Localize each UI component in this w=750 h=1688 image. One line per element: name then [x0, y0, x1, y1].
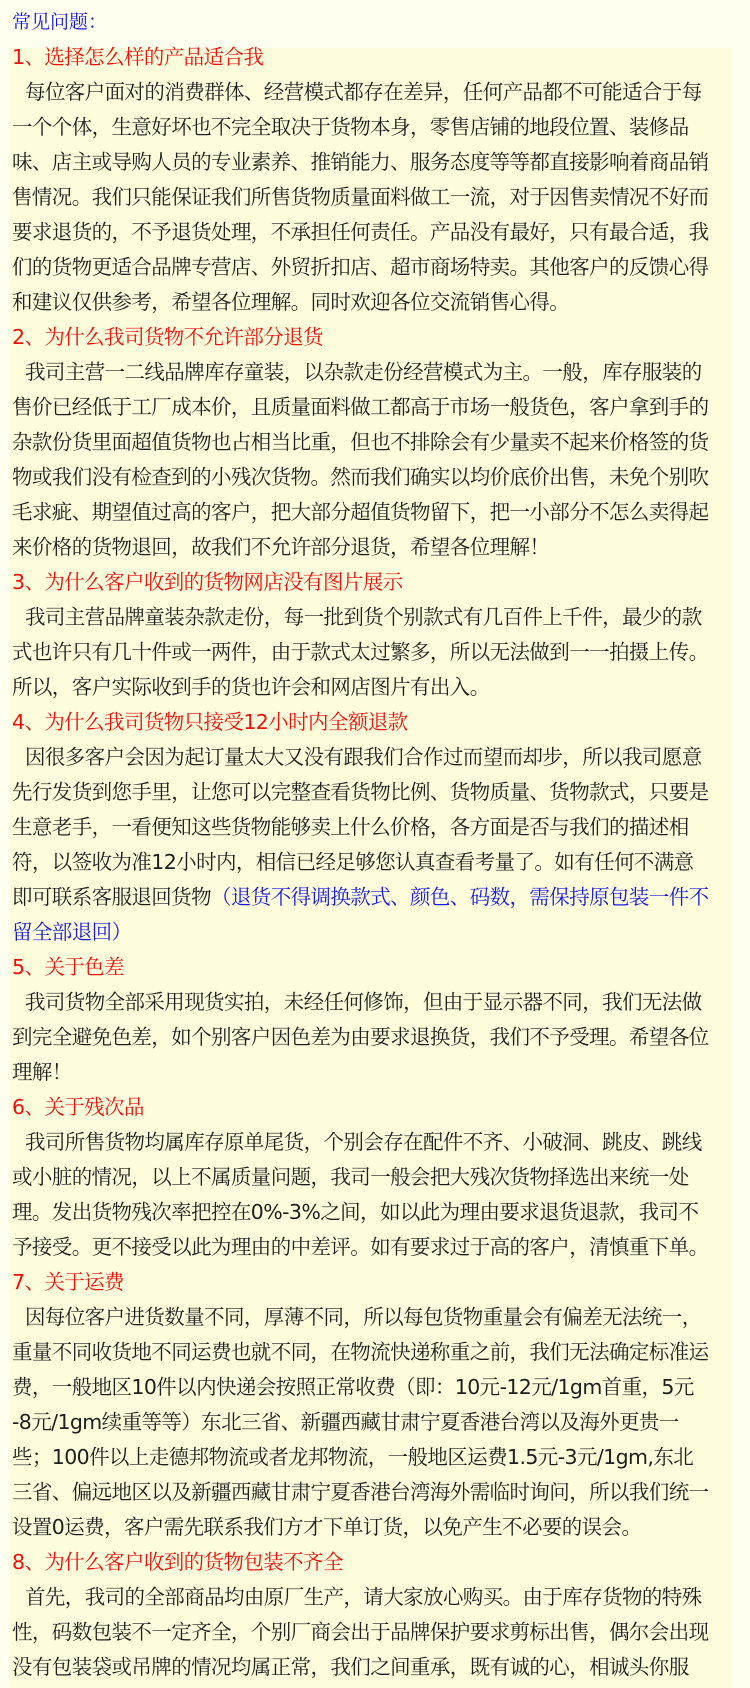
answer-highlight-text: 留全部退回） [12, 920, 132, 944]
faq-answer-line [12, 1055, 742, 1090]
answer-text: 予接受。更不接受以此为理由的中差评。如有要求过于高的客户，清慎重下单。 [12, 1235, 709, 1259]
faq-answer-line [12, 495, 742, 530]
faq-answer-line [12, 1440, 742, 1475]
faq-answer-line [12, 180, 742, 215]
faq-answer-line [12, 635, 742, 670]
answer-text: -8元/1gm续重等等）东北三省、新疆西藏甘肃宁夏香港台湾以及海外更贵一 [12, 1410, 679, 1434]
faq-answer-line [12, 1125, 742, 1160]
answer-text: 理。发出货物残次率把控在0%-3%之间，如以此为理由要求退货退款，我司不 [12, 1200, 699, 1224]
answer-text: 或小脏的情况，以上不属质量问题，我司一般会把大残次货物择选出来统一处 [12, 1165, 689, 1189]
answer-text: 式也许只有几十件或一两件，由于款式太过繁多，所以无法做到一一拍摄上传。 [12, 640, 709, 664]
faq-answer-line [12, 250, 742, 285]
faq-answer-line [12, 740, 742, 775]
answer-text: 我司主营一二线品牌库存童装，以杂款走份经营模式为主。一般，库存服装的 [25, 360, 702, 384]
faq-answer-line [12, 285, 742, 320]
faq-question-title: 5、关于色差 [12, 955, 124, 979]
faq-question-title: 2、为什么我司货物不允许部分退货 [12, 325, 323, 349]
faq-answer-line [12, 1160, 742, 1195]
answer-text: 先行发货到您手里，让您可以完整查看货物比例、货物质量、货物款式，只要是 [12, 780, 709, 804]
answer-text: 一个个体，生意好坏也不完全取决于货物本身，零售店铺的地段位置、装修品 [12, 115, 689, 139]
answer-text: 设置0运费，客户需先联系我们方才下单订货，以免产生不必要的误会。 [12, 1515, 642, 1539]
faq-question-title: 1、选择怎么样的产品适合我 [12, 45, 264, 69]
answer-text: 我司货物全部采用现货实拍，未经任何修饰，但由于显示器不同，我们无法做 [25, 990, 702, 1014]
faq-answer-line [12, 775, 742, 810]
answer-text: 我司主营品牌童装杂款走份，每一批到货个别款式有几百件上千件，最少的款 [25, 605, 702, 629]
faq-answer-line [12, 1195, 742, 1230]
answer-text: 物或我们没有检查到的小残次货物。然而我们确实以均价底价出售，未免个别吹 [12, 465, 709, 489]
faq-answer-line [12, 425, 742, 460]
answer-text: 理解！ [12, 1060, 72, 1084]
answer-text: 三省、偏远地区以及新疆西藏甘肃宁夏香港台湾海外需临时询问，所以我们统一 [12, 1480, 709, 1504]
answer-text: 因很多客户会因为起订量太大又没有跟我们合作过而望而却步，所以我司愿意 [25, 745, 702, 769]
answer-text: 售情况。我们只能保证我们所售货物质量面料做工一流，对于因售卖情况不好而 [12, 185, 709, 209]
faq-answer-line [12, 600, 742, 635]
faq-answer-line [12, 215, 742, 250]
faq-answer-line [12, 110, 742, 145]
answer-text: 即可联系客服退回货物 [12, 885, 211, 909]
answer-text: 生意老手，一看便知这些货物能够卖上什么价格，各方面是否与我们的描述相 [12, 815, 689, 839]
answer-text: 每位客户面对的消费群体、经营模式都存在差异，任何产品都不可能适合于每 [25, 80, 702, 104]
answer-text: 味、店主或导购人员的专业素养、推销能力、服务态度等等都直接影响着商品销 [12, 150, 709, 174]
faq-answer-line [12, 1475, 742, 1510]
faq-answer-line [12, 1020, 742, 1055]
answer-text: 售价已经低于工厂成本价，且质量面料做工都高于市场一般货色，客户拿到手的 [12, 395, 709, 419]
faq-question-title: 8、为什么客户收到的货物包装不齐全 [12, 1550, 343, 1574]
answer-text: 毛求疵、期望值过高的客户，把大部分超值货物留下，把一小部分不怎么卖得起 [12, 500, 709, 524]
faq-answer-line [12, 915, 742, 950]
faq-answer-line [12, 1615, 742, 1650]
faq-answer-line [12, 1650, 742, 1685]
faq-answer-line [12, 810, 742, 845]
answer-highlight-text: （退货不得调换款式、颜色、码数，需保持原包装一件不 [211, 885, 709, 909]
answer-text: 些；100件以上走德邦物流或者龙邦物流，一般地区运费1.5元-3元/1gm,东北 [12, 1445, 694, 1469]
answer-text: 因每位客户进货数量不同，厚薄不同，所以每包货物重量会有偏差无法统一， [25, 1305, 702, 1329]
faq-answer-line [12, 1335, 742, 1370]
faq-answer-line [12, 530, 742, 565]
answer-text: 所以，客户实际收到手的货也许会和网店图片有出入。 [12, 675, 490, 699]
faq-answer-line [12, 1300, 742, 1335]
answer-text: 没有包装袋或吊牌的情况均属正常，我们之间重承，既有诚的心，相诚头你服 [12, 1655, 689, 1679]
answer-text: 们的货物更适合品牌专营店、外贸折扣店、超市商场特卖。其他客户的反馈心得 [12, 255, 709, 279]
answer-text: 杂款份货里面超值货物也占相当比重，但也不排除会有少量卖不起来价格签的货 [12, 430, 709, 454]
faq-question-title: 7、关于运费 [12, 1270, 124, 1294]
faq-answer-line [12, 75, 742, 110]
faq-header: 常见问题： [12, 11, 108, 33]
answer-text: 要求退货的，不予退货处理，不承担任何责任。产品没有最好，只有最合适，我 [12, 220, 709, 244]
faq-answer-line [12, 985, 742, 1020]
faq-answer-line [12, 1370, 742, 1405]
faq-answer-line [12, 460, 742, 495]
faq-question-title: 4、为什么我司货物只接受12小时内全额退款 [12, 710, 408, 734]
answer-text: 性，码数包装不一定齐全，个别厂商会出于品牌保护要求剪标出售，偶尔会出现 [12, 1620, 709, 1644]
faq-answer-line [12, 355, 742, 390]
answer-text: 首先，我司的全部商品均由原厂生产，请大家放心购买。由于库存货物的特殊 [25, 1585, 702, 1609]
answer-text: 符，以签收为准12小时内，相信已经足够您认真查看考量了。如有任何不满意 [12, 850, 694, 874]
answer-text: 来价格的货物退回，故我们不允许部分退货，希望各位理解！ [12, 535, 550, 559]
faq-answer-line [12, 670, 742, 705]
faq-question-title: 3、为什么客户收到的货物网店没有图片展示 [12, 570, 403, 594]
faq-content [12, 40, 742, 1685]
faq-answer-line [12, 880, 742, 915]
faq-answer-line [12, 1405, 742, 1440]
answer-text: 重量不同收货地不同运费也就不同，在物流快递称重之前，我们无法确定标准运 [12, 1340, 709, 1364]
answer-text: 到完全避免色差，如个别客户因色差为由要求退换货，我们不予受理。希望各位 [12, 1025, 709, 1049]
faq-answer-line [12, 390, 742, 425]
faq-answer-line [12, 145, 742, 180]
faq-answer-line [12, 845, 742, 880]
faq-answer-line [12, 1230, 742, 1265]
faq-answer-line [12, 1510, 742, 1545]
faq-question-title: 6、关于残次品 [12, 1095, 144, 1119]
answer-text: 和建议仅供参考，希望各位理解。同时欢迎各位交流销售心得。 [12, 290, 570, 314]
answer-text: 费，一般地区10件以内快递会按照正常收费（即：10元-12元/1gm首重，5元 [12, 1375, 694, 1399]
faq-answer-line [12, 1580, 742, 1615]
answer-text: 我司所售货物均属库存原单尾货，个别会存在配件不齐、小破洞、跳皮、跳线 [25, 1130, 702, 1154]
